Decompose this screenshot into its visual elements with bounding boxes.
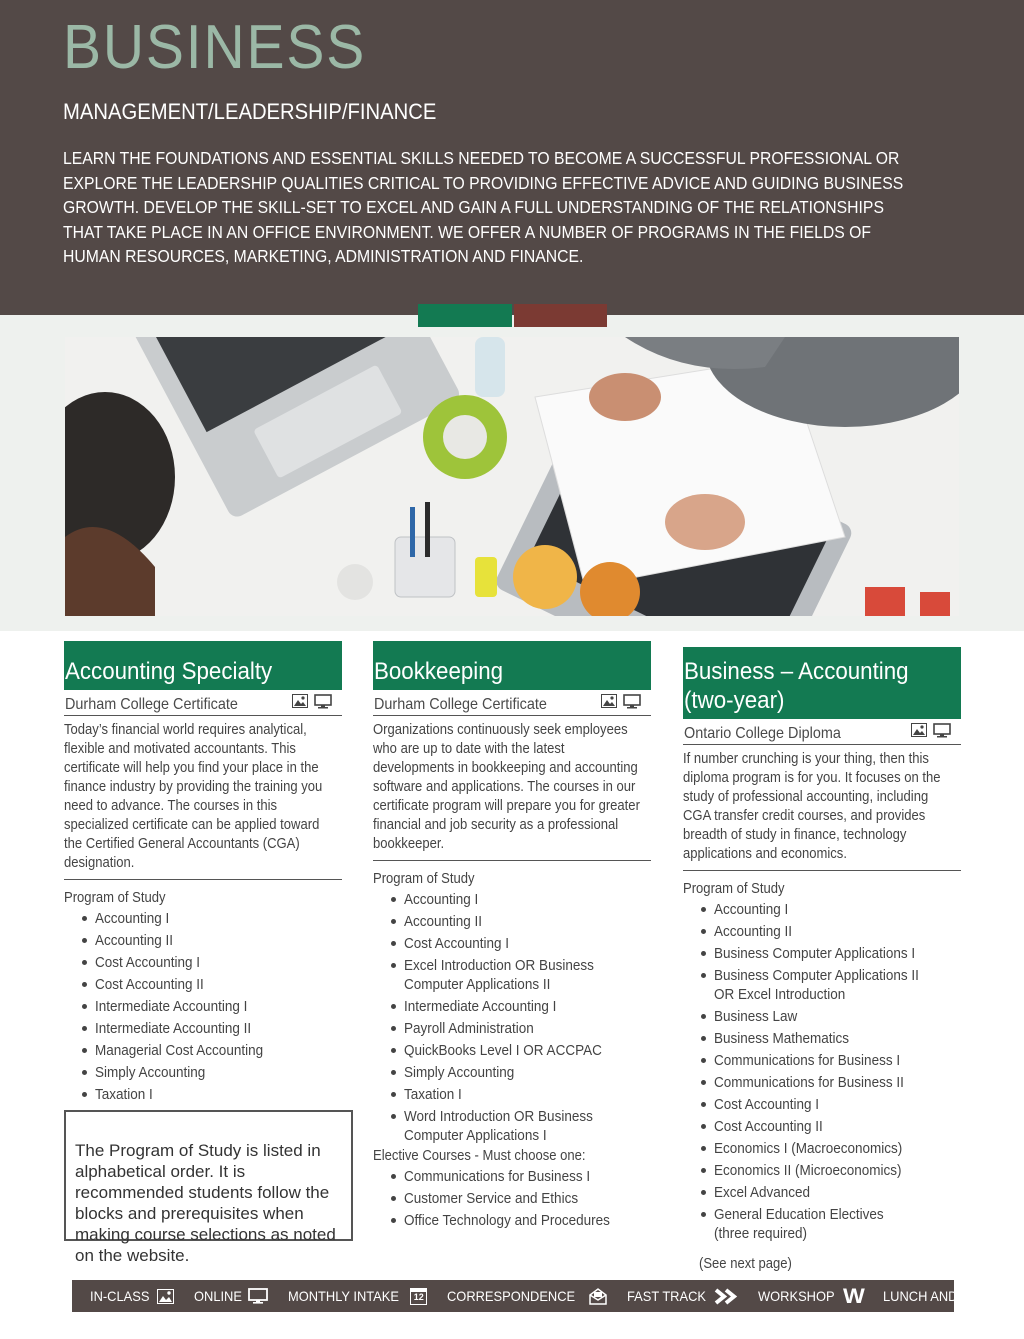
course-list [373,890,651,1145]
list-item: Intermediate Accounting I [82,997,342,1016]
online-icon [314,694,332,709]
list-item: Excel Introduction OR Business Computer Applications II [391,956,651,994]
delivery-legend [72,1280,1005,1312]
list-item: Taxation I [82,1085,342,1104]
in-class-icon [601,694,617,708]
course-list [683,900,961,1243]
program-title: Accounting Specialty [64,641,342,690]
program-credential: Ontario College Diploma [683,719,961,745]
in-class-icon [157,1289,174,1304]
list-item: Accounting I [391,890,651,909]
fast-track-icon [714,1288,738,1305]
calendar-icon: 12 [410,1288,427,1305]
program-description: Today’s financial world requires analytical, flexible and motivated accountants. This certificate will help you find your place in the finance industry by providing the training you need to advance. The courses in this specialized certificate can be applied toward the Certified General Accountants (CGA) designation. [64,716,342,880]
list-item: Accounting I [82,909,342,928]
in-class-icon [911,723,927,737]
program-of-study-label: Program of Study [683,881,785,897]
list-item: General Education Electives (three required) [701,1205,961,1243]
hero-photo [65,337,959,616]
list-item: Business Law [701,1007,961,1026]
program-description: Organizations continuously seek employees who are up to date with the latest developments in bookkeeping and accounting software and applications. The courses in our certificate program will prepare you for greater financial and job security as a professional bookkeeper. [373,716,651,861]
list-item: Economics II (Microeconomics) [701,1161,961,1180]
list-item: Intermediate Accounting I [391,997,651,1016]
online-icon [933,723,951,738]
program-of-study-label: Program of Study [373,871,475,887]
program-of-study-label: Program of Study [64,890,166,906]
list-item: Simply Accounting [391,1063,651,1082]
list-item: QuickBooks Level I OR ACCPAC [391,1041,651,1060]
list-item: Cost Accounting II [82,975,342,994]
in-class-icon [292,694,308,708]
list-item: Communications for Business I [701,1051,961,1070]
list-item: Business Mathematics [701,1029,961,1048]
list-item: Accounting II [391,912,651,931]
elective-list [373,1167,651,1230]
legend-item-monthly-intake: MONTHLY INTAKE 12 [288,1288,428,1305]
list-item: Cost Accounting I [82,953,342,972]
list-item: Accounting II [701,922,961,941]
online-icon [623,694,641,709]
workshop-icon: W [842,1284,865,1308]
program-column-accounting-specialty [64,641,342,1107]
list-item: Accounting II [82,931,342,950]
program-column-bookkeeping [373,641,651,1233]
program-description: If number crunching is your thing, then this diploma program is for you. It focuses on the study of professional accounting, including CGA transfer credit courses, and provides breadth of study in finance, technology applications and economics. [683,745,961,871]
legend-item-fast-track: FAST TRACK [627,1288,739,1305]
list-item: Economics I (Macroeconomics) [701,1139,961,1158]
legend-item-online: ONLINE [194,1288,268,1304]
list-item: Excel Advanced [701,1183,961,1202]
legend-item-in-class: IN-CLASS [90,1288,174,1304]
course-list [64,909,342,1104]
list-item: Business Computer Applications II OR Excel Introduction [701,966,961,1004]
list-item: Communications for Business I [391,1167,651,1186]
list-item: Cost Accounting I [391,934,651,953]
page-subtitle: MANAGEMENT/LEADERSHIP/FINANCE [63,99,437,124]
program-credential: Durham College Certificate [373,690,651,716]
accent-bar-red [514,304,607,327]
list-item: Cost Accounting I [701,1095,961,1114]
list-item: Simply Accounting [82,1063,342,1082]
accent-bar-green [418,304,512,327]
online-icon [248,1288,268,1304]
list-item: Communications for Business II [701,1073,961,1092]
list-item: Accounting I [701,900,961,919]
list-item: Taxation I [391,1085,651,1104]
elective-label: Elective Courses - Must choose one: [373,1148,586,1164]
program-title: Business – Accounting (two-year) [683,647,961,719]
lunch-icon [1017,1287,1024,1305]
legend-item-correspondence: CORRESPONDENCE [447,1288,606,1305]
list-item: Payroll Administration [391,1019,651,1038]
legend-item-lunch-and-learn: LUNCH AND LEARN [883,1287,1024,1305]
list-item: Customer Service and Ethics [391,1189,651,1208]
list-item: Intermediate Accounting II [82,1019,342,1038]
program-credential: Durham College Certificate [64,690,342,716]
program-column-business-accounting [683,647,961,1246]
see-next-page-note: (See next page) [699,1256,792,1272]
page-title: BUSINESS [63,13,367,82]
header-banner [0,0,1024,315]
study-order-note: The Program of Study is listed in alphabetical order. It is recommended students follow the blocks and prerequisites when making course selections as noted on the website. [64,1110,353,1241]
list-item: Business Computer Applications I [701,944,961,963]
list-item: Managerial Cost Accounting [82,1041,342,1060]
mail-icon [589,1288,607,1305]
intro-text: LEARN THE FOUNDATIONS AND ESSENTIAL SKILLS NEEDED TO BECOME A SUCCESSFUL PROFESSIONAL OR EXPLORE THE LEADERSHIP QUALITIES CRITICAL TO PROVIDING EFFECTIVE ADVICE AND GUIDING BUSINESS GROWTH. DEVELOP THE SKILL-SET TO EXCEL AND GAIN A FULL UNDERSTANDING OF THE RELATIONSHIPS THAT TAKE PLACE IN AN OFFICE ENVIRONMENT. WE OFFER A NUMBER OF PROGRAMS IN THE FIELDS OF HUMAN RESOURCES, MARKETING, ADMINISTRATION AND FINANCE. [63,148,904,266]
list-item: Word Introduction OR Business Computer Applications I [391,1107,651,1145]
program-title: Bookkeeping [373,641,651,690]
list-item: Cost Accounting II [701,1117,961,1136]
list-item: Office Technology and Procedures [391,1211,651,1230]
legend-item-workshop: WORKSHOP W [758,1284,865,1308]
